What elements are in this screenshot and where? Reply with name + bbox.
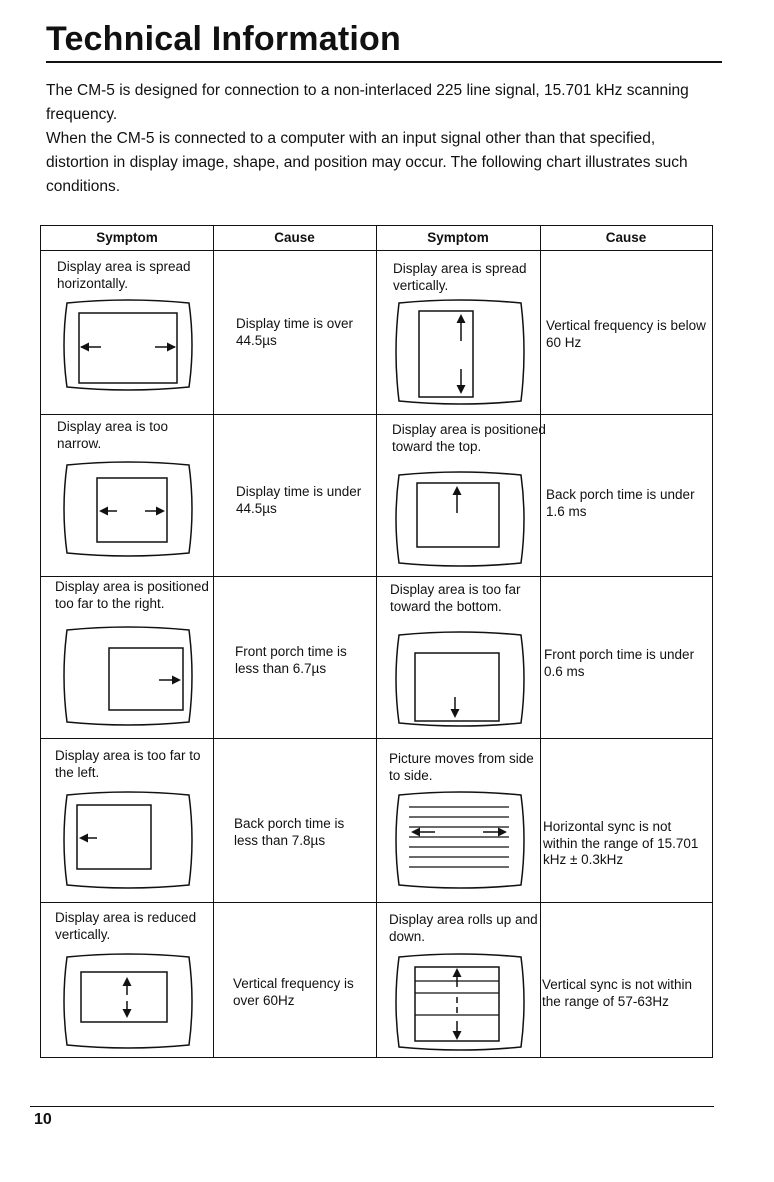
intro-text xyxy=(46,79,722,199)
reduced-vertically-diagram xyxy=(59,953,197,1049)
intro-paragraph-1: The CM-5 is designed for connection to a non-interlaced 225 line signal, 15.701 kHz scanning frequency. xyxy=(46,82,689,123)
cause-text: Horizontal sync is not within the range of 15.701 kHz ± 0.3kHz xyxy=(543,819,699,867)
symptom-text: Display area is spread horizontally. xyxy=(57,259,191,291)
symptom-text: Display area is spread vertically. xyxy=(393,261,527,293)
toward-bottom-diagram xyxy=(391,631,529,727)
header-symptom-right: Symptom xyxy=(427,230,489,245)
cause-text: Vertical sync is not within the range of 57-63Hz xyxy=(542,977,693,1009)
row-divider xyxy=(41,902,712,903)
symptom-text: Display area is positioned too far to the right. xyxy=(55,579,209,611)
spread-horizontally-diagram xyxy=(59,299,197,391)
column-divider xyxy=(213,226,214,1057)
symptom-text: Display area rolls up and down. xyxy=(389,912,538,944)
cause-text: Vertical frequency is below 60 Hz xyxy=(546,318,706,350)
symptom-text: Picture moves from side to side. xyxy=(389,751,534,783)
row-divider xyxy=(41,576,712,577)
cause-text: Back porch time is under 1.6 ms xyxy=(546,487,695,519)
header-cause-right: Cause xyxy=(605,230,647,245)
spread-vertically-diagram xyxy=(391,299,529,405)
symptom-text: Display area is too far toward the bottom. xyxy=(390,582,521,614)
header-cause-left: Cause xyxy=(274,230,315,245)
header-divider xyxy=(41,250,712,251)
too-far-left-diagram xyxy=(59,791,197,889)
header-symptom-left: Symptom xyxy=(96,230,158,245)
side-to-side-diagram xyxy=(391,791,529,889)
symptom-text: Display area is positioned toward the top. xyxy=(392,422,546,454)
page-number: 10 xyxy=(34,1111,52,1128)
rolls-up-down-diagram xyxy=(391,953,529,1051)
too-narrow-diagram xyxy=(59,461,197,557)
symptom-text: Display area is too narrow. xyxy=(57,419,169,451)
cause-text: Display time is under 44.5µs xyxy=(236,484,362,516)
footer-rule xyxy=(30,1106,714,1107)
title-underline xyxy=(46,61,722,63)
symptom-text: Display area is too far to the left. xyxy=(55,748,201,780)
symptom-cause-table xyxy=(40,225,713,1058)
toward-top-diagram xyxy=(391,471,529,567)
cause-text: Front porch time is under 0.6 ms xyxy=(544,647,695,679)
row-divider xyxy=(41,738,712,739)
symptom-text: Display area is reduced vertically. xyxy=(55,910,197,942)
cause-text: Vertical frequency is over 60Hz xyxy=(233,976,354,1008)
column-divider xyxy=(376,226,377,1057)
intro-paragraph-2: When the CM-5 is connected to a computer with an input signal other than that specified, distortion in display image, shape, and position may occur. The following chart illustrates such conditions. xyxy=(46,130,688,195)
cause-text: Front porch time is less than 6.7µs xyxy=(235,644,347,676)
too-far-right-diagram xyxy=(59,626,197,726)
cause-text: Display time is over 44.5µs xyxy=(236,316,354,348)
cause-text: Back porch time is less than 7.8µs xyxy=(234,816,345,848)
row-divider xyxy=(41,414,712,415)
page-title: Technical Information xyxy=(46,20,401,58)
